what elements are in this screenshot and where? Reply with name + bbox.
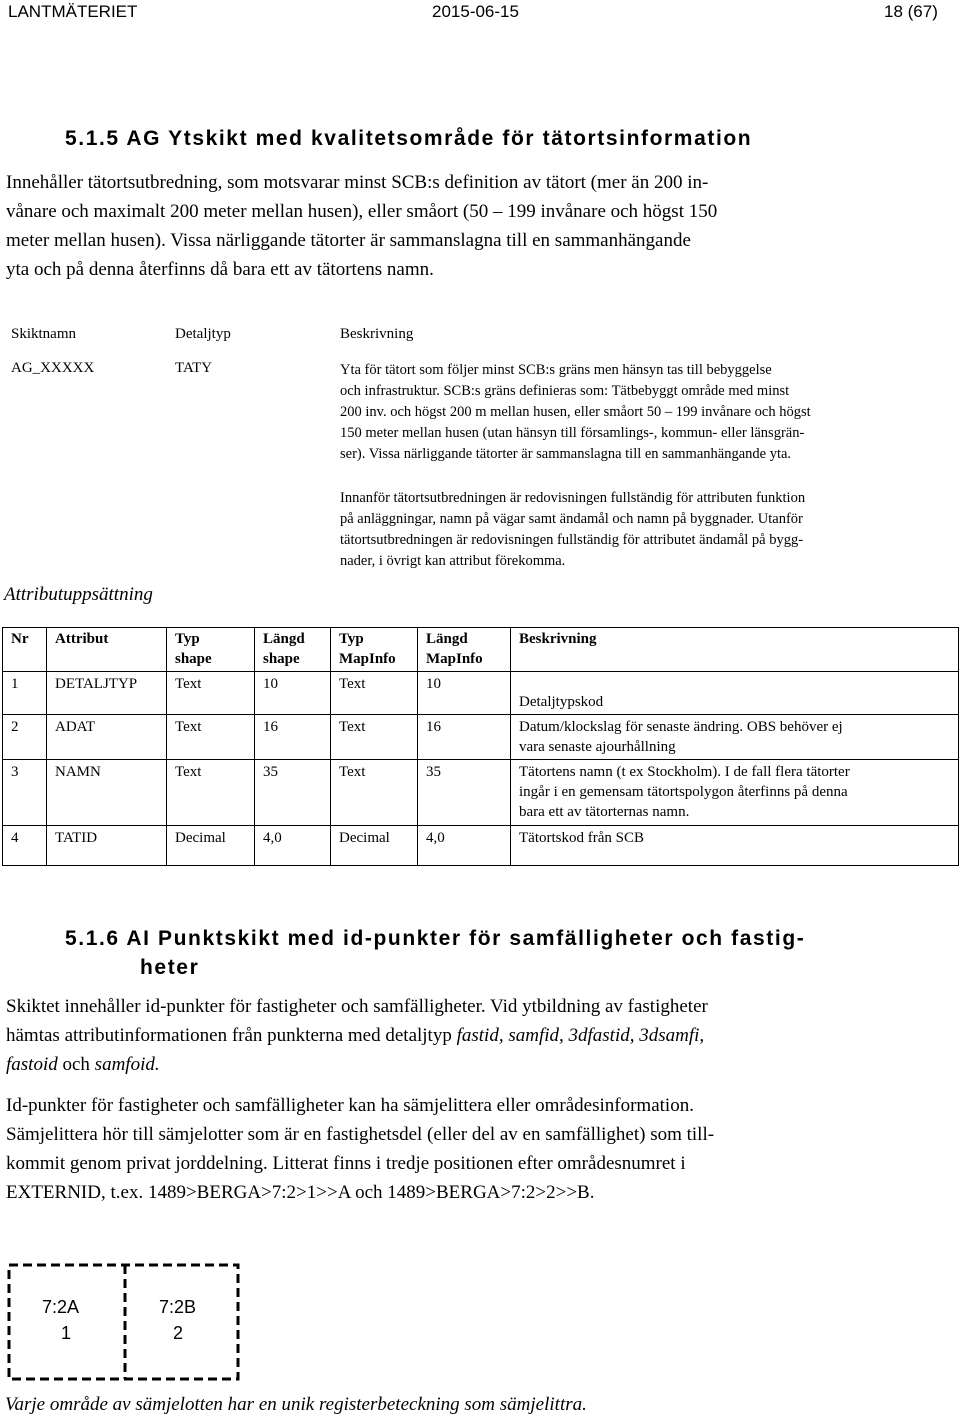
cell-langd-shape: 16 (255, 715, 331, 760)
paragraph-line: Id-punkter för fastigheter och samfälligheter kan ha sämjelittera eller områdesinformation. (6, 1095, 694, 1116)
description-line: yta och på denna återfinns då bara ett av tätortens namn. (6, 259, 434, 280)
cell-nr: 4 (3, 826, 47, 866)
table-row (3, 672, 959, 715)
samjelott-figure (7, 1263, 240, 1381)
cell-b-label: 7:2B (159, 1297, 197, 1317)
column-header-nr: Nr (3, 628, 47, 672)
cell-beskrivning: Detaljtypskod (511, 672, 959, 715)
cell-typ-shape: Decimal (167, 826, 255, 866)
layer-description-line: nader, i övrigt kan attribut förekomma. (340, 553, 566, 569)
cell-typ-mapinfo: Decimal (331, 826, 418, 866)
cell-beskrivning: Datum/klockslag för senaste ändring. OBS behöver ej vara senaste ajourhållning (511, 715, 959, 760)
cell-nr: 3 (3, 760, 47, 826)
layer-description-line: 200 inv. och högst 200 m mellan husen, eller småort 50 – 199 invånare och högst (340, 404, 811, 420)
table-header-row (3, 628, 959, 672)
cell-typ-mapinfo: Text (331, 760, 418, 826)
cell-a-label: 7:2A (42, 1297, 80, 1317)
column-header-beskrivning: Beskrivning (511, 628, 959, 672)
attributes-table (2, 627, 959, 866)
col-header-beskrivning: Beskrivning (340, 326, 414, 342)
cell-langd-shape: 10 (255, 672, 331, 715)
description-line: vånare och maximalt 200 meter mellan husen), eller småort (50 – 199 invånare och högst 150 (6, 201, 718, 222)
table-row (3, 760, 959, 826)
cell-beskrivning: Tätortens namn (t ex Stockholm). I de fall flera tätorter ingår i en gemensam tätortspolygon återfinns på denna bara ett av tätorternas namn. (511, 760, 959, 826)
layer-description-line: Yta för tätort som följer minst SCB:s gräns men hänsyn tas till bebyggelse (340, 362, 772, 378)
column-header-typ-shape: Typ shape (167, 628, 255, 672)
cell-attribut: TATID (47, 826, 167, 866)
cell-langd-mapinfo: 4,0 (418, 826, 511, 866)
cell-langd-shape: 4,0 (255, 826, 331, 866)
layer-name: AG_XXXXX (11, 360, 95, 376)
description-line: Innehåller tätortsutbredning, som motsvarar minst SCB:s definition av tätort (mer än 200 in- (6, 172, 709, 193)
cell-attribut: NAMN (47, 760, 167, 826)
cell-langd-mapinfo: 35 (418, 760, 511, 826)
col-header-skiktnamn: Skiktnamn (11, 326, 77, 342)
cell-typ-shape: Text (167, 760, 255, 826)
header-organization: LANTMÄTERIET (8, 2, 138, 21)
attributes-title: Attributuppsättning (4, 584, 153, 605)
description-line: meter mellan husen). Vissa närliggande tätorter är sammanslagna till en sammanhängande (6, 230, 691, 251)
column-header-typ-mapinfo: Typ MapInfo (331, 628, 418, 672)
paragraph-line: EXTERNID, t.ex. 1489>BERGA>7:2>1>>A och 1489>BERGA>7:2>2>>B. (6, 1182, 595, 1203)
cell-nr: 2 (3, 715, 47, 760)
cell-langd-mapinfo: 10 (418, 672, 511, 715)
layer-description-line: och infrastruktur. SCB:s gräns definieras som: Tätbebyggt område med minst (340, 383, 790, 399)
layer-description (340, 360, 950, 465)
cell-typ-shape: Text (167, 672, 255, 715)
section-516-paragraph-1 (6, 992, 956, 1079)
cell-nr: 1 (3, 672, 47, 715)
cell-langd-mapinfo: 16 (418, 715, 511, 760)
cell-attribut: ADAT (47, 715, 167, 760)
col-header-detaljtyp: Detaljtyp (175, 326, 231, 342)
layer-description-line: tätortsutbredningen är redovisningen fullständig för attributet ändamål på bygg- (340, 532, 804, 548)
table-row (3, 826, 959, 866)
header-date: 2015-06-15 (432, 2, 519, 21)
layer-description-extra (340, 488, 950, 572)
section-516-heading (65, 924, 805, 982)
cell-attribut: DETALJTYP (47, 672, 167, 715)
section-516-heading-line: heter (140, 956, 200, 979)
cell-a-number: 1 (61, 1323, 72, 1343)
table-row (3, 715, 959, 760)
column-header-langd-shape: Längd shape (255, 628, 331, 672)
section-516-heading-line: 5.1.6 AI Punktskikt med id-punkter för samfälligheter och fastig- (65, 927, 806, 950)
figure-caption: Varje område av sämjelotten har en unik registerbeteckning som sämjelittra. (5, 1394, 587, 1415)
cell-typ-shape: Text (167, 715, 255, 760)
cell-langd-shape: 35 (255, 760, 331, 826)
paragraph-line: Skiktet innehåller id-punkter för fastigheter och samfälligheter. Vid ytbildning av fastigheter (6, 996, 708, 1017)
column-header-langd-mapinfo: Längd MapInfo (418, 628, 511, 672)
header-page-number: 18 (67) (884, 2, 938, 21)
cell-beskrivning: Tätortskod från SCB (511, 826, 959, 866)
paragraph-line: hämtas attributinformationen från punkterna med detaljtyp fastid, samfid, 3dfastid, 3dsamfi, (6, 1025, 705, 1046)
layer-description-line: 150 meter mellan husen (utan hänsyn till församlings-, kommun- eller länsgrän- (340, 425, 805, 441)
paragraph-line: fastoid och samfoid. (6, 1054, 160, 1075)
section-515-heading: 5.1.5 AG Ytskikt med kvalitetsområde för tätortsinformation (65, 127, 753, 150)
layer-description-line: på anläggningar, namn på vägar samt ändamål och namn på byggnader. Utanför (340, 511, 803, 527)
section-516-paragraph-2 (6, 1091, 956, 1207)
section-515-description (6, 168, 956, 284)
paragraph-line: Sämjelittera hör till sämjelotter som är en fastighetsdel (eller del av en samfällighet) som till- (6, 1124, 715, 1145)
layer-detail-type: TATY (175, 360, 213, 376)
cell-b-number: 2 (173, 1323, 184, 1343)
paragraph-line: kommit genom privat jorddelning. Litterat finns i tredje positionen efter områdesnumret i (6, 1153, 686, 1174)
layer-description-line: Innanför tätortsutbredningen är redovisningen fullständig för attributen funktion (340, 490, 806, 506)
layer-description-line: ser). Vissa närliggande tätorter är sammanslagna till en sammanhängande yta. (340, 446, 792, 462)
cell-typ-mapinfo: Text (331, 672, 418, 715)
cell-typ-mapinfo: Text (331, 715, 418, 760)
column-header-attribut: Attribut (47, 628, 167, 672)
